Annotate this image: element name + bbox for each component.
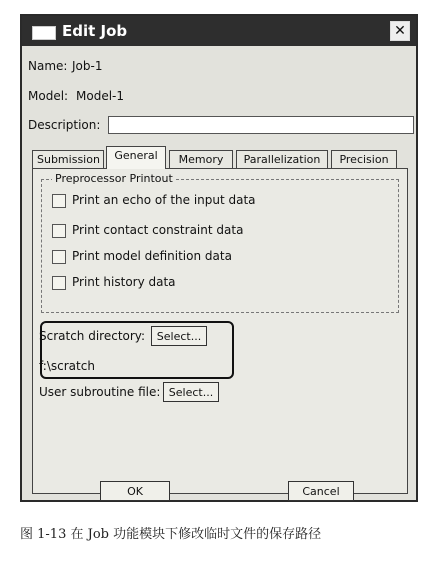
figure-caption: 图 1-13 在 Job 功能模块下修改临时文件的保存路径 [20, 527, 322, 542]
name-label: Name: [28, 59, 68, 73]
history-data-checkbox[interactable] [52, 276, 66, 290]
contact-constraint-label: Print contact constraint data [72, 223, 244, 237]
model-label: Model: [28, 89, 69, 103]
tab-precision[interactable]: Precision [331, 150, 397, 168]
model-definition-checkbox[interactable] [52, 250, 66, 264]
scratch-directory-value: f:\scratch [39, 359, 95, 373]
preprocessor-printout-group [41, 172, 399, 313]
model-definition-checkbox-row[interactable] [52, 248, 232, 264]
contact-constraint-checkbox-row[interactable] [52, 222, 243, 238]
tab-general[interactable]: General [106, 146, 166, 169]
name-value: Job-1 [72, 59, 103, 73]
group-title: Preprocessor Printout [52, 172, 176, 185]
tab-memory[interactable]: Memory [169, 150, 233, 168]
description-label: Description: [28, 118, 101, 132]
history-data-checkbox-row[interactable] [52, 274, 176, 290]
contact-constraint-checkbox[interactable] [52, 224, 66, 238]
dialog-title: Edit Job [62, 22, 128, 40]
model-value: Model-1 [76, 89, 124, 103]
cancel-button[interactable]: Cancel [288, 481, 354, 501]
scratch-highlight-box [40, 321, 234, 379]
model-definition-label: Print model definition data [72, 249, 232, 263]
close-icon[interactable]: ✕ [390, 21, 410, 41]
tab-submission[interactable]: Submission [32, 150, 104, 168]
history-data-label: Print history data [72, 275, 176, 289]
echo-input-checkbox[interactable] [52, 194, 66, 208]
echo-input-label: Print an echo of the input data [72, 193, 256, 207]
echo-input-checkbox-row[interactable] [52, 192, 256, 208]
scratch-select-button[interactable]: Select... [151, 326, 207, 346]
edit-job-dialog [20, 14, 418, 502]
tab-parallelization[interactable]: Parallelization [236, 150, 328, 168]
ok-button[interactable]: OK [100, 481, 170, 501]
description-input[interactable] [108, 116, 414, 134]
title-bar[interactable] [22, 16, 416, 46]
user-subroutine-label: User subroutine file: [39, 385, 161, 399]
window-icon [32, 26, 56, 40]
subroutine-select-button[interactable]: Select... [163, 382, 219, 402]
scratch-directory-label: Scratch directory: [39, 329, 146, 343]
